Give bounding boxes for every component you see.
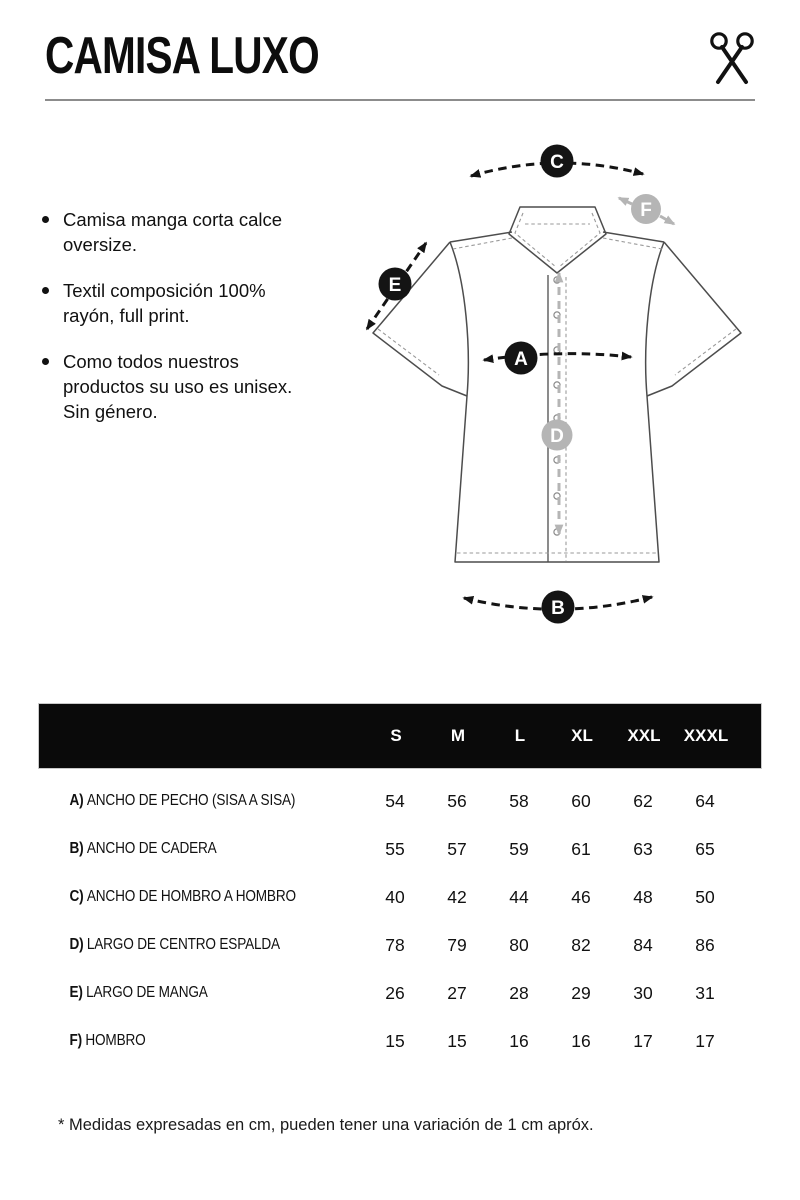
shirt-measurement-diagram bbox=[360, 130, 800, 650]
list-item bbox=[42, 207, 362, 257]
column-header-s: S bbox=[390, 726, 402, 745]
measure-badge-d bbox=[542, 420, 573, 451]
left-armhole bbox=[450, 242, 468, 396]
table-cell: 16 bbox=[509, 1030, 529, 1051]
table-cell: 44 bbox=[509, 886, 529, 907]
table-cell: 16 bbox=[571, 1030, 591, 1051]
table-row bbox=[38, 921, 762, 969]
list-item bbox=[42, 278, 362, 328]
table-cell: 17 bbox=[633, 1030, 653, 1051]
size-table bbox=[38, 703, 762, 1065]
table-cell: 55 bbox=[385, 838, 405, 859]
column-header-xxl: XXL bbox=[627, 726, 661, 745]
measure-badge-f bbox=[631, 194, 661, 224]
left-sleeve bbox=[373, 242, 467, 396]
measure-badge-e bbox=[379, 268, 412, 301]
bullet-dot bbox=[42, 287, 49, 294]
table-cell: 30 bbox=[633, 982, 653, 1003]
bullet-text: Camisa manga corta calce oversize. bbox=[63, 209, 283, 255]
row-label: C) ANCHO DE HOMBRO A HOMBRO bbox=[69, 888, 296, 905]
table-cell: 80 bbox=[509, 934, 529, 955]
table-cell: 64 bbox=[695, 790, 715, 811]
table-cell: 42 bbox=[447, 886, 467, 907]
table-cell: 86 bbox=[695, 934, 715, 955]
table-cell: 15 bbox=[447, 1030, 467, 1051]
table-cell: 15 bbox=[385, 1030, 405, 1051]
table-cell: 26 bbox=[385, 982, 405, 1003]
table-cell: 79 bbox=[447, 934, 467, 955]
table-cell: 65 bbox=[695, 838, 715, 859]
table-cell: 56 bbox=[447, 790, 467, 811]
table-cell: 28 bbox=[509, 982, 529, 1003]
table-cell: 17 bbox=[695, 1030, 715, 1051]
right-shoulder-seam bbox=[603, 232, 664, 242]
measure-badge-c bbox=[541, 145, 574, 178]
table-cell: 27 bbox=[447, 982, 467, 1003]
badge-letter: F bbox=[640, 200, 652, 221]
column-header-m: M bbox=[450, 726, 466, 745]
measure-badge-a bbox=[505, 342, 538, 375]
badge-letter: A bbox=[514, 349, 528, 370]
column-header-xxxl: XXXL bbox=[683, 726, 729, 745]
table-cell: 78 bbox=[385, 934, 405, 955]
product-notes bbox=[42, 207, 362, 445]
table-row bbox=[38, 825, 762, 873]
column-header-l: L bbox=[514, 726, 526, 745]
table-cell: 82 bbox=[571, 934, 591, 955]
left-shoulder-seam bbox=[450, 232, 512, 242]
measure-lines-black bbox=[367, 163, 652, 609]
table-cell: 61 bbox=[571, 838, 591, 859]
row-label: F) HOMBRO bbox=[69, 1032, 146, 1049]
size-table-header bbox=[38, 703, 762, 769]
table-cell: 31 bbox=[695, 982, 715, 1003]
table-cell: 62 bbox=[633, 790, 653, 811]
badge-letter: D bbox=[550, 426, 564, 447]
table-row bbox=[38, 777, 762, 825]
measure-badge-b bbox=[542, 591, 575, 624]
row-label: B) ANCHO DE CADERA bbox=[69, 840, 217, 857]
table-row bbox=[38, 1017, 762, 1065]
list-item bbox=[42, 349, 362, 424]
table-cell: 84 bbox=[633, 934, 653, 955]
table-cell: 29 bbox=[571, 982, 591, 1003]
table-cell: 54 bbox=[385, 790, 405, 811]
right-armhole bbox=[646, 242, 664, 396]
table-cell: 46 bbox=[571, 886, 591, 907]
page-title: CAMISA LUXO bbox=[45, 27, 319, 85]
scissors-icon bbox=[700, 30, 764, 88]
right-sleeve bbox=[647, 242, 741, 396]
badge-letter: E bbox=[388, 275, 402, 296]
row-label: D) LARGO DE CENTRO ESPALDA bbox=[69, 936, 280, 953]
table-cell: 59 bbox=[509, 838, 529, 859]
bullet-text: Como todos nuestros productos su uso es unisex. Sin género. bbox=[63, 351, 293, 422]
row-label: A) ANCHO DE PECHO (SISA A SISA) bbox=[69, 792, 296, 809]
table-cell: 48 bbox=[633, 886, 653, 907]
table-cell: 50 bbox=[695, 886, 715, 907]
bullet-dot bbox=[42, 358, 49, 365]
table-cell: 63 bbox=[633, 838, 653, 859]
table-row bbox=[38, 873, 762, 921]
header-divider bbox=[45, 99, 755, 101]
table-cell: 60 bbox=[571, 790, 591, 811]
column-header-xl: XL bbox=[571, 726, 593, 745]
row-label: E) LARGO DE MANGA bbox=[69, 984, 208, 1001]
badge-letter: C bbox=[550, 152, 564, 173]
badge-letter: B bbox=[551, 598, 565, 619]
table-cell: 57 bbox=[447, 838, 467, 859]
table-cell: 40 bbox=[385, 886, 405, 907]
bullet-dot bbox=[42, 216, 49, 223]
table-cell: 58 bbox=[509, 790, 529, 811]
measurement-disclaimer: * Medidas expresadas en cm, pueden tener una variación de 1 cm apróx. bbox=[58, 1116, 594, 1134]
table-row bbox=[38, 969, 762, 1017]
size-table-body bbox=[38, 769, 762, 1065]
bullet-text: Textil composición 100% rayón, full print. bbox=[63, 280, 266, 326]
